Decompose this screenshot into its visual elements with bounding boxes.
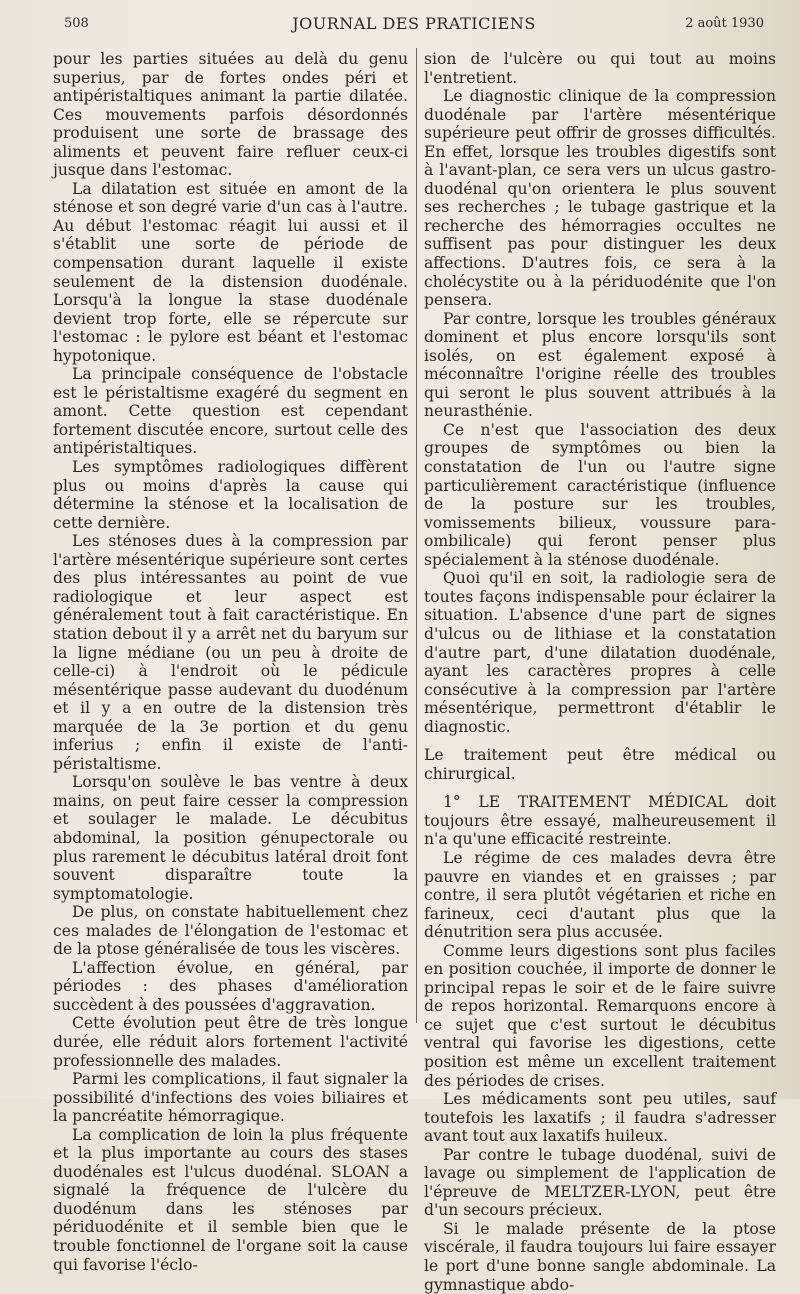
- paragraph: La principale conséquence de l'obstacle est le péristaltisme exagéré du segment en amont. Cette question est cependant fortement discutée encore, surtout celle des antipéristaltiques.: [53, 365, 408, 458]
- paragraph: Comme leurs digestions sont plus faciles en position couchée, il importe de donner le principal repas le soir et de le faire suivre de repos horizontal. Remarquons encore à ce sujet que c'est surtout le décubitus ventral qui favorise les digestions, cette position est même un excellent traitement des périodes de crises.: [424, 941, 776, 1090]
- section-gap: [424, 736, 776, 746]
- paragraph: Si le malade présente de la ptose viscérale, il faudra toujours lui faire essayer le port d'une bonne sangle abdominale. La gymnastique abdo-: [424, 1219, 776, 1294]
- issue-date: 2 août 1930: [685, 16, 764, 31]
- journal-title: JOURNAL DES PRATICIENS: [292, 14, 536, 33]
- column-divider: [416, 48, 417, 1023]
- paragraph: 1° LE TRAITEMENT MÉDICAL doit toujours être essayé, malheureusement il n'a qu'une efficacité restreinte.: [424, 793, 776, 849]
- paragraph: Les symptômes radiologiques diffèrent plus ou moins d'après la cause qui détermine la sténose et la localisation de cette dernière.: [53, 458, 408, 532]
- section-lead: Le traitement peut être médical ou chirurgical.: [424, 746, 776, 783]
- paragraph: Par contre le tubage duodénal, suivi de lavage ou simplement de l'application de l'épreuve de MELTZER-LYON, peut être d'un secours précieux.: [424, 1145, 776, 1220]
- paragraph: Ce n'est que l'association des deux groupes de symptômes ou bien la constatation de l'un ou l'autre signe particulièrement caractéristique (influence de la posture sur les troubles, vomissements bilieux, voussure para-ombilicale) qui feront penser plus spécialement à la sténose duodénale.: [424, 420, 776, 569]
- paragraph: Parmi les complications, il faut signaler la possibilité d'infections des voies biliaires et la pancréatite hémorragique.: [53, 1070, 408, 1126]
- paragraph: pour les parties situées au delà du genu superius, par de fortes ondes péri et antipéristaltiques animant la partie dilatée. Ces mouvements parfois désordonnés produisent une sorte de brassage des aliments et peuvent faire refluer ceux-ci jusque dans l'estomac.: [53, 50, 408, 180]
- paragraph: La dilatation est située en amont de la sténose et son degré varie d'un cas à l'autre. Au début l'estomac réagit lui aussi et il s'établit une sorte de période de compensation durant laquelle il existe seulement de la distension duodénale. Lorsqu'à la longue la stase duodénale devient trop forte, elle se répercute sur l'estomac : le pylore est béant et l'estomac hypotonique.: [53, 179, 408, 365]
- paragraph: Le régime de ces malades devra être pauvre en viandes et en graisses ; par contre, il sera plutôt végétarien et riche en farineux, ceci d'autant plus que la dénutrition sera plus accusée.: [424, 848, 776, 942]
- section-gap: [424, 783, 776, 793]
- paragraph: Les sténoses dues à la compression par l'artère mésentérique supérieure sont certes des plus intéressantes au point de vue radiologique et leur aspect est généralement tout à fait caractéristique. En station debout il y a arrêt net du baryum sur la ligne médiane (ou un peu à droite de celle-ci) à l'endroit où le pédicule mésentérique passe audevant du duodénum et il y a en outre de la distension très marquée de la 3e portion et du genu inferius ; enfin il existe de l'anti-péristaltisme.: [53, 532, 408, 773]
- paragraph: La complication de loin la plus fréquente et la plus importante au cours des stases duodénales est l'ulcus duodénal. SLOAN a signalé la fréquence de l'ulcère du duodénum dans les sténoses par périduodénite et il semble bien que le trouble fonctionnel de l'organe soit la cause qui favorise l'éclo-: [53, 1125, 408, 1274]
- paragraph: Cette évolution peut être de très longue durée, elle réduit alors fortement l'activité professionnelle des malades.: [53, 1014, 408, 1070]
- paragraph: L'affection évolue, en général, par périodes : des phases d'amélioration succèdent à des poussées d'aggravation.: [53, 958, 408, 1014]
- paragraph: Par contre, lorsque les troubles généraux dominent et plus encore lorsqu'ils sont isolés, on est également exposé à méconnaître l'origine réelle des troubles qui seront le plus souvent attribués à la neurasthénie.: [424, 309, 776, 421]
- paragraph: De plus, on constate habituellement chez ces malades de l'élongation de l'estomac et de la ptose généralisée de tous les viscères.: [53, 903, 408, 959]
- right-column: [424, 50, 776, 1294]
- page-number: 508: [64, 16, 89, 31]
- paragraph: Les médicaments sont peu utiles, sauf toutefois les laxatifs ; il faudra s'adresser avant tout aux laxatifs huileux.: [424, 1090, 776, 1146]
- paragraph: sion de l'ulcère ou qui tout au moins l'entretient.: [424, 50, 776, 87]
- left-column: [53, 50, 408, 1274]
- paragraph: Le diagnostic clinique de la compression duodénale par l'artère mésentérique supérieure peut offrir de grosses difficultés. En effet, lorsque les troubles digestifs sont à l'avant-plan, ce sera vers un ulcus gastro-duodénal qu'on orientera le plus souvent ses recherches ; le tubage gastrique et la recherche des hémorragies occultes ne suffisent pas pour distinguer les deux affections. D'autres fois, ce sera à la cholécystite ou à la périduodénite que l'on pensera.: [424, 87, 776, 310]
- page-header: [52, 14, 776, 36]
- paragraph: Lorsqu'on soulève le bas ventre à deux mains, on peut faire cesser la compression et soulager le malade. Le décubitus abdominal, la position génupectorale ou plus rarement le décubitus latéral droit font souvent disparaître toute la symptomatologie.: [53, 773, 408, 903]
- paragraph: Quoi qu'il en soit, la radiologie sera de toutes façons indispensable pour éclairer la situation. L'absence d'une part de signes d'ulcus ou de lithiase et la constatation d'autre part, d'une dilatation duodénale, ayant les caractères propres à celle consécutive à la compression par l'artère mésentérique, permettront d'établir le diagnostic.: [424, 569, 776, 736]
